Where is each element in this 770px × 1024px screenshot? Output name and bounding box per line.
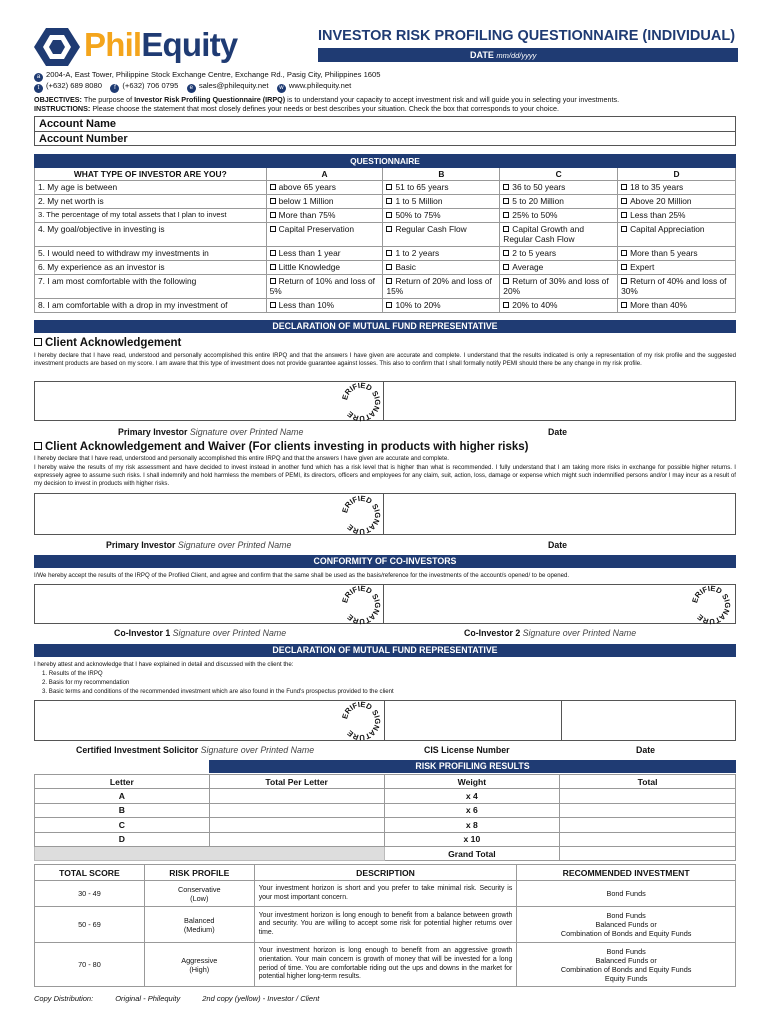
answer-label: 5 to 20 Million <box>512 196 564 206</box>
answer-checkbox[interactable] <box>621 278 627 284</box>
answer-option[interactable] <box>500 247 618 261</box>
answer-option[interactable] <box>383 209 500 223</box>
declaration-item-1: 1. Results of the IRPQ <box>42 670 103 677</box>
total-per-letter-field[interactable] <box>209 803 384 817</box>
answer-label: Less than 1 year <box>278 248 341 258</box>
answer-label: 36 to 50 years <box>512 182 566 192</box>
answer-checkbox[interactable] <box>503 264 509 270</box>
table-row <box>35 943 736 987</box>
results-col-letter: Letter <box>35 775 210 789</box>
risk-profile-name: Aggressive <box>181 955 218 965</box>
answer-checkbox[interactable] <box>503 250 509 256</box>
answer-option[interactable] <box>618 195 736 209</box>
answer-label: 1 to 5 Million <box>395 196 443 206</box>
conformity-text: I/We hereby accept the results of the IRPQ of the Profiled Client, and agree and confirm that the same shall be used as the basis/reference for the investments of the account/s opened/ to be opened. <box>34 572 570 579</box>
col-header-d: D <box>618 168 736 181</box>
answer-option[interactable] <box>383 247 500 261</box>
answer-label: Regular Cash Flow <box>395 224 467 234</box>
account-number-field[interactable]: Account Number <box>39 133 128 145</box>
question-text: 7. I am most comfortable with the following <box>35 275 267 299</box>
table-row <box>35 261 736 275</box>
waiver-checkbox[interactable] <box>34 442 42 450</box>
logo-mark-icon <box>34 28 80 66</box>
cis-license-label: CIS License Number <box>424 745 510 755</box>
form-title: INVESTOR RISK PROFILING QUESTIONNAIRE (INDIVIDUAL) <box>318 28 736 44</box>
answer-checkbox[interactable] <box>621 264 627 270</box>
row-total-field[interactable] <box>560 789 736 803</box>
total-per-letter-field[interactable] <box>209 832 384 846</box>
results-col-total: Total <box>560 775 736 789</box>
questionnaire-title: QUESTIONNAIRE <box>35 155 736 168</box>
table-row <box>35 223 736 247</box>
col-risk-profile: RISK PROFILE <box>144 865 254 881</box>
account-name-field[interactable]: Account Name <box>35 117 735 132</box>
results-col-weight: Weight <box>384 775 560 789</box>
answer-checkbox[interactable] <box>270 264 276 270</box>
col-recommended-investment: RECOMMENDED INVESTMENT <box>517 865 736 881</box>
risk-description: Your investment horizon is long enough to benefit from an aggressive growth orientation. Your main concern is growth of money that will be invested for a long period of time. You are comfortable riding out the ups and downs in the market for potential higher long-term results. <box>254 943 517 987</box>
answer-label: Capital Appreciation <box>630 224 705 234</box>
web-icon: w <box>277 84 286 93</box>
result-weight: x 6 <box>384 803 560 817</box>
answer-checkbox[interactable] <box>386 250 392 256</box>
answer-option[interactable] <box>383 223 500 247</box>
svg-text:VERIFIED SIGNATURE: ERIFIED SI NATURE <box>341 495 381 535</box>
answer-option[interactable] <box>266 181 383 195</box>
address-line: a 2004-A, East Tower, Philippine Stock Exchange Centre, Exchange Rd., Pasig City, Philippines 1605 <box>34 70 380 82</box>
recommended-item: Bond Funds <box>606 889 646 898</box>
answer-checkbox[interactable] <box>621 198 627 204</box>
answer-label: Return of 40% and loss of 30% <box>621 276 727 296</box>
answer-checkbox[interactable] <box>270 198 276 204</box>
address-icon: a <box>34 73 43 82</box>
verified-signature-seal <box>341 495 381 540</box>
date-field[interactable]: DATE mm/dd/yyyy <box>318 48 738 62</box>
recommended-item: Balanced Funds or <box>595 920 657 929</box>
solicitor-signature-box[interactable] <box>34 700 736 741</box>
answer-option[interactable] <box>266 261 383 275</box>
question-text: 8. I am comfortable with a drop in my investment of <box>35 299 267 313</box>
question-text: 5. I would need to withdraw my investments in <box>35 247 267 261</box>
verified-signature-seal <box>341 585 381 630</box>
questionnaire-table <box>34 154 736 313</box>
primary-signature-box[interactable] <box>34 381 736 421</box>
answer-option[interactable] <box>383 299 500 313</box>
answer-option[interactable] <box>266 195 383 209</box>
answer-option[interactable] <box>618 223 736 247</box>
col-header-a: A <box>266 168 383 181</box>
answer-checkbox[interactable] <box>503 212 509 218</box>
answer-checkbox[interactable] <box>621 212 627 218</box>
answer-checkbox[interactable] <box>503 198 509 204</box>
result-letter: A <box>35 789 210 803</box>
answer-option[interactable] <box>266 247 383 261</box>
waiver-date-label: Date <box>548 540 568 550</box>
answer-checkbox[interactable] <box>386 198 392 204</box>
results-header: RISK PROFILING RESULTS <box>209 760 736 773</box>
answer-option[interactable] <box>266 275 383 299</box>
answer-option[interactable] <box>266 299 383 313</box>
table-row <box>35 881 736 907</box>
row-total-field[interactable] <box>560 832 736 846</box>
answer-label: 2 to 5 years <box>512 248 557 258</box>
answer-checkbox[interactable] <box>621 184 627 190</box>
total-score: 30 - 49 <box>35 881 145 907</box>
answer-label: Capital Growth and Regular Cash Flow <box>503 224 584 244</box>
result-weight: x 8 <box>384 818 560 832</box>
risk-profile-table <box>34 864 736 987</box>
answer-option[interactable] <box>618 275 736 299</box>
recommended-item: Equity Funds <box>604 973 648 983</box>
table-row <box>35 275 736 299</box>
recommended-investment <box>517 943 736 987</box>
answer-checkbox[interactable] <box>386 226 392 232</box>
grand-total-label: Grand Total <box>384 846 560 860</box>
recommended-investment <box>517 881 736 907</box>
answer-option[interactable] <box>618 299 736 313</box>
answer-label: 50% to 75% <box>395 210 441 220</box>
solicitor-date-label: Date <box>636 745 656 755</box>
declaration-item-3: 3. Basic terms and conditions of the recommended investment which are also found in the Fund's prospectus provided to the client <box>42 688 394 695</box>
client-ack-heading: Client Acknowledgement <box>34 337 181 349</box>
col-description: DESCRIPTION <box>254 865 517 881</box>
answer-label: Less than 10% <box>278 300 335 310</box>
answer-checkbox[interactable] <box>270 226 276 232</box>
col-header-question: WHAT TYPE OF INVESTOR ARE YOU? <box>35 168 267 181</box>
answer-label: Expert <box>630 262 655 272</box>
question-text: 3. The percentage of my total assets that I plan to invest <box>35 209 267 223</box>
risk-profile <box>144 907 254 943</box>
answer-checkbox[interactable] <box>503 278 509 284</box>
table-row <box>35 299 736 313</box>
answer-option[interactable] <box>500 195 618 209</box>
waiver-signature-box[interactable] <box>34 493 736 535</box>
row-total-field[interactable] <box>560 803 736 817</box>
account-box <box>34 116 736 146</box>
answer-label: Capital Preservation <box>278 224 355 234</box>
answer-label: Basic <box>395 262 416 272</box>
answer-checkbox[interactable] <box>386 184 392 190</box>
table-row <box>35 818 736 832</box>
answer-label: Above 20 Million <box>630 196 692 206</box>
logo <box>34 24 274 70</box>
result-letter: C <box>35 818 210 832</box>
svg-text:VERIFIED SIGNATURE: ERIFIED SI NATURE <box>691 585 731 625</box>
fax-icon: f <box>110 84 119 93</box>
risk-profile <box>144 881 254 907</box>
primary-investor-label: Primary Investor Signature over Printed Name <box>118 427 304 437</box>
answer-label: below 1 Million <box>278 196 334 206</box>
solicitor-label: Certified Investment Solicitor Signature over Printed Name <box>76 745 315 755</box>
row-total-field[interactable] <box>560 818 736 832</box>
grand-total-value[interactable] <box>560 846 736 860</box>
results-col-total-per-letter: Total Per Letter <box>209 775 384 789</box>
answer-label: 1 to 2 years <box>395 248 440 258</box>
answer-checkbox[interactable] <box>503 302 509 308</box>
answer-label: Average <box>512 262 544 272</box>
answer-checkbox[interactable] <box>621 302 627 308</box>
result-weight: x 4 <box>384 789 560 803</box>
answer-checkbox[interactable] <box>503 226 509 232</box>
answer-option[interactable] <box>618 209 736 223</box>
answer-option[interactable] <box>383 195 500 209</box>
total-score: 70 - 80 <box>35 943 145 987</box>
table-row <box>35 181 736 195</box>
risk-description: Your investment horizon is short and you prefer to take minimal risk. Security is your most important concern. <box>254 881 517 907</box>
declaration-header-2: DECLARATION OF MUTUAL FUND REPRESENTATIVE <box>34 644 736 657</box>
waiver-heading: Client Acknowledgement and Waiver (For clients investing in products with higher risks) <box>34 441 529 453</box>
risk-profile <box>144 943 254 987</box>
answer-checkbox[interactable] <box>386 302 392 308</box>
declaration-header-1: DECLARATION OF MUTUAL FUND REPRESENTATIVE <box>34 320 736 333</box>
answer-option[interactable] <box>266 209 383 223</box>
result-weight: x 10 <box>384 832 560 846</box>
answer-label: More than 75% <box>278 210 336 220</box>
answer-checkbox[interactable] <box>386 264 392 270</box>
risk-profile-name: Balanced <box>184 915 215 925</box>
table-row <box>35 907 736 943</box>
col-header-c: C <box>500 168 618 181</box>
answer-option[interactable] <box>500 261 618 275</box>
answer-label: 10% to 20% <box>395 300 441 310</box>
table-row <box>35 803 736 817</box>
answer-option[interactable] <box>500 209 618 223</box>
answer-label: 18 to 35 years <box>630 182 684 192</box>
waiver-text-1: I hereby declare that I have read, understood and personally accomplished this entire IRPQ and that the answers I have given are accurate and complete. <box>34 455 449 462</box>
answer-checkbox[interactable] <box>270 212 276 218</box>
results-table <box>34 774 736 861</box>
answer-option[interactable] <box>383 181 500 195</box>
svg-text:VERIFIED SIGNATURE: ERIFIED SI NATURE <box>341 701 381 741</box>
answer-checkbox[interactable] <box>270 250 276 256</box>
recommended-item: Bond Funds <box>606 946 646 956</box>
risk-profile-name: Conservative <box>177 884 221 894</box>
answer-label: Less than 25% <box>630 210 686 220</box>
recommended-investment <box>517 907 736 943</box>
waiver-text-2: I hereby waive the results of my risk assessment and have decided to invest instead in another fund which has a risk level that is higher than what is recommended. I fully understand that I am taking more risks in exchange for possible higher returns. I expressely agree to assume such risks. I shall indemnify and hold harmless the members of PEMI, its directors, officers and employees for any claim, suit, action, loss, damage or expense which might such indemnified persons and/or I may incur as a result of my decision to invest in products with higher risks. <box>34 464 736 487</box>
answer-label: Little Knowledge <box>278 262 341 272</box>
answer-checkbox[interactable] <box>621 250 627 256</box>
verified-signature-seal <box>341 701 381 746</box>
answer-option[interactable] <box>500 223 618 247</box>
total-score: 50 - 69 <box>35 907 145 943</box>
answer-option[interactable] <box>618 261 736 275</box>
recommended-item: Balanced Funds or <box>595 955 657 965</box>
declaration-item-2: 2. Basis for my recommendation <box>42 679 130 686</box>
question-text: 1. My age is between <box>35 181 267 195</box>
co-investor-signature-box[interactable] <box>34 584 736 624</box>
answer-option[interactable] <box>500 275 618 299</box>
risk-description: Your investment horizon is long enough to benefit from a balance between growth and security. You are willing to accept some risk for potential higher returns over time. <box>254 907 517 943</box>
conformity-header: CONFORMITY OF CO-INVESTORS <box>34 555 736 568</box>
question-text: 4. My goal/objective in investing is <box>35 223 267 247</box>
client-ack-checkbox[interactable] <box>34 338 42 346</box>
question-text: 2. My net worth is <box>35 195 267 209</box>
risk-profile-level: (Low) <box>190 893 209 903</box>
answer-option[interactable] <box>500 181 618 195</box>
answer-checkbox[interactable] <box>386 278 392 284</box>
table-row <box>35 789 736 803</box>
answer-label: Return of 10% and loss of 5% <box>269 276 375 296</box>
answer-label: Return of 30% and loss of 20% <box>503 276 609 296</box>
result-letter: B <box>35 803 210 817</box>
answer-option[interactable] <box>383 275 500 299</box>
answer-option[interactable] <box>500 299 618 313</box>
copy-distribution: Copy Distribution: Original - Philequity 2nd copy (yellow) - Investor / Client <box>34 994 320 1003</box>
answer-checkbox[interactable] <box>503 184 509 190</box>
answer-label: More than 5 years <box>630 248 698 258</box>
col-total-score: TOTAL SCORE <box>35 865 145 881</box>
table-row <box>35 209 736 223</box>
risk-profile-level: (High) <box>189 964 210 974</box>
svg-text:VERIFIED SIGNATURE: ERIFIED SI NATURE <box>341 382 381 422</box>
risk-profile-level: (Medium) <box>183 924 215 934</box>
table-row <box>35 195 736 209</box>
answer-option[interactable] <box>383 261 500 275</box>
answer-checkbox[interactable] <box>621 226 627 232</box>
svg-text:VERIFIED SIGNATURE: ERIFIED SI NATURE <box>341 585 381 625</box>
question-text: 6. My experience as an investor is <box>35 261 267 275</box>
co-investor-1-label: Co-Investor 1 Signature over Printed Name <box>114 628 287 638</box>
answer-checkbox[interactable] <box>270 184 276 190</box>
verified-signature-seal <box>691 585 731 630</box>
grand-total-spacer <box>35 846 385 860</box>
contact-line: t (+632) 689 8080 f (+632) 706 0795 e sales@philequity.net w www.philequity.net <box>34 81 351 93</box>
answer-label: 25% to 50% <box>512 210 558 220</box>
answer-label: 51 to 65 years <box>395 182 449 192</box>
logo-wordmark: PhilEquity <box>84 26 238 63</box>
answer-checkbox[interactable] <box>270 302 276 308</box>
date-label: Date <box>548 427 568 437</box>
waiver-investor-label: Primary Investor Signature over Printed Name <box>106 540 292 550</box>
answer-checkbox[interactable] <box>386 212 392 218</box>
result-letter: D <box>35 832 210 846</box>
co-investor-2-label: Co-Investor 2 Signature over Printed Name <box>464 628 637 638</box>
recommended-item: Combination of Bonds and Equity Funds <box>560 929 692 938</box>
client-ack-text: I hereby declare that I have read, understood and personally accomplished this entire IRPQ and that the answers I have given are accurate and complete. I understand that the results indicated is only a representation of my risk profile and the suggested investment products are based on my score. I am aware that this type of investment does not provide guarantee against losses. This also to confirm that I shall formally notify PEMI should there be any change in my risk profile. <box>34 352 736 367</box>
table-row <box>35 247 736 261</box>
recommended-item: Bond Funds <box>606 911 646 920</box>
answer-label: above 65 years <box>278 182 336 192</box>
objectives: OBJECTIVES: The purpose of Investor Risk Profiling Questionnaire (IRPQ) is to understand your capacity to accept investment risk and will guide you in selecting your investments. INSTRUCTIONS: Please choose the statement that most closely defines your needs or best describes your situation. Check the box that corresponds to your choice. <box>34 95 620 113</box>
answer-option[interactable] <box>618 181 736 195</box>
col-header-b: B <box>383 168 500 181</box>
table-row <box>35 832 736 846</box>
declaration-intro: I hereby attest and acknowledge that I have explained in detail and discussed with the client the: <box>34 661 294 668</box>
verified-signature-seal <box>341 382 381 427</box>
answer-option[interactable] <box>618 247 736 261</box>
answer-label: More than 40% <box>630 300 687 310</box>
total-per-letter-field[interactable] <box>209 789 384 803</box>
answer-label: 20% to 40% <box>512 300 558 310</box>
email-icon: e <box>187 84 196 93</box>
total-per-letter-field[interactable] <box>209 818 384 832</box>
phone-icon: t <box>34 84 43 93</box>
answer-checkbox[interactable] <box>270 278 276 284</box>
answer-label: Return of 20% and loss of 15% <box>386 276 492 296</box>
answer-option[interactable] <box>266 223 383 247</box>
recommended-item: Combination of Bonds and Equity Funds <box>560 964 692 974</box>
